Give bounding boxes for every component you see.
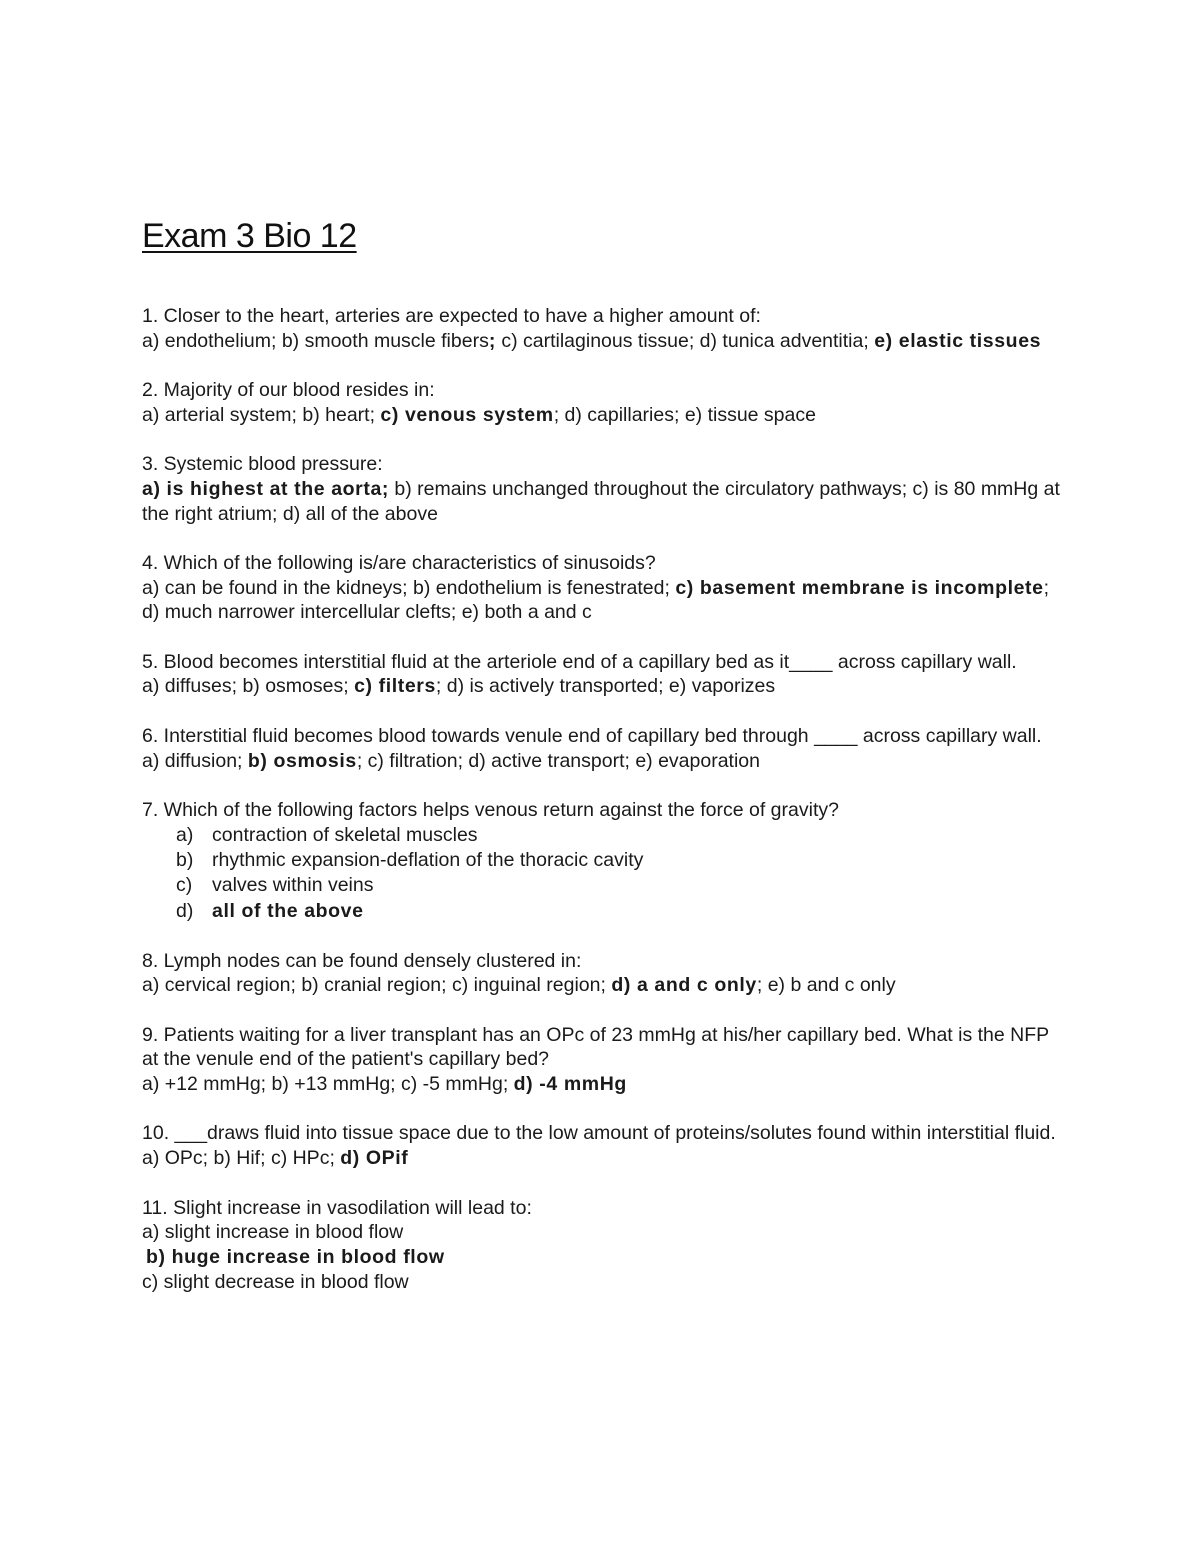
answer-options <box>142 403 1062 428</box>
question-stem: 7. Which of the following factors helps venous return against the force of gravity? <box>142 798 839 821</box>
answer-options <box>142 674 1062 699</box>
answer-text: ; d) much narrower intercellular clefts; e) both a and c <box>142 576 1050 624</box>
question-stem: 2. Majority of our blood resides in: <box>142 379 435 402</box>
question-item <box>142 724 1062 773</box>
question-item <box>142 1121 1062 1170</box>
answer-list <box>142 823 1062 924</box>
question-item <box>142 551 1062 625</box>
answer-correct: c) basement membrane is incomplete <box>675 576 1044 599</box>
answer-correct: all of the above <box>212 899 364 922</box>
answer-text: ; c) filtration; d) active transport; e) evaporation <box>356 749 760 772</box>
question-item <box>142 304 1062 353</box>
answer-text: c) cartilaginous tissue; d) tunica adventitia; <box>495 329 875 352</box>
question-stem: 11. Slight increase in vasodilation will lead to: <box>142 1196 532 1219</box>
answer-letter: b) <box>176 848 194 871</box>
answer-text: ; d) capillaries; e) tissue space <box>553 403 816 426</box>
question-list <box>142 304 1062 1294</box>
exam-page <box>142 212 1062 1319</box>
answer-options <box>142 1146 1062 1171</box>
exam-title: Exam 3 Bio 12 <box>142 217 357 255</box>
question-stem: 4. Which of the following is/are characteristics of sinusoids? <box>142 551 656 574</box>
answer-text: rhythmic expansion-deflation of the thoracic cavity <box>212 848 644 871</box>
answer-correct: b) huge increase in blood flow <box>146 1245 445 1268</box>
answer-correct: e) elastic tissues <box>874 329 1042 352</box>
answer-options <box>142 477 1062 526</box>
answer-list-item <box>142 899 1062 924</box>
answer-line <box>142 1245 1062 1270</box>
question-item <box>142 798 1062 924</box>
answer-line <box>142 1220 1062 1245</box>
answer-text: a) cervical region; b) cranial region; c) inguinal region; <box>142 974 612 997</box>
answer-text: a) can be found in the kidneys; b) endothelium is fenestrated; <box>142 576 676 599</box>
answer-line <box>142 1270 1062 1295</box>
answer-correct: d) a and c only <box>611 974 757 997</box>
question-stem: 5. Blood becomes interstitial fluid at the arteriole end of a capillary bed as it____ across capillary wall. <box>142 650 1017 673</box>
question-item <box>142 650 1062 699</box>
answer-text: a) +12 mmHg; b) +13 mmHg; c) -5 mmHg; <box>142 1073 514 1096</box>
question-item <box>142 452 1062 526</box>
answer-correct: a) is highest at the aorta; <box>142 477 389 500</box>
question-stem: 9. Patients waiting for a liver transplant has an OPc of 23 mmHg at his/her capillary bed. What is the NFP at the venule end of the patient's capillary bed? <box>142 1023 1049 1071</box>
answer-correct: d) -4 mmHg <box>513 1073 627 1096</box>
answer-correct: c) venous system <box>380 403 554 426</box>
answer-text: ; d) is actively transported; e) vaporizes <box>435 675 776 698</box>
answer-text: c) slight decrease in blood flow <box>142 1270 409 1293</box>
answer-text: a) diffusion; <box>142 749 248 772</box>
question-stem: 8. Lymph nodes can be found densely clustered in: <box>142 949 582 972</box>
answer-letter: d) <box>176 899 194 922</box>
question-stem: 1. Closer to the heart, arteries are expected to have a higher amount of: <box>142 305 761 327</box>
question-item <box>142 949 1062 998</box>
answer-correct: c) filters <box>354 675 436 698</box>
answer-correct: b) osmosis <box>247 749 357 772</box>
answer-list-item <box>142 848 1062 873</box>
answer-text: a) diffuses; b) osmoses; <box>142 675 355 698</box>
answer-options <box>142 1072 1062 1097</box>
answer-text: b) remains unchanged throughout the circulatory pathways; c) is 80 mmHg at the right atrium; d) all of the above <box>142 477 1060 525</box>
question-stem: 6. Interstitial fluid becomes blood towards venule end of capillary bed through ____ across capillary wall. <box>142 724 1042 747</box>
answer-list-item <box>142 823 1062 848</box>
answer-options <box>142 749 1062 774</box>
answer-text: a) OPc; b) Hif; c) HPc; <box>142 1147 341 1170</box>
answer-text: a) arterial system; b) heart; <box>142 403 381 426</box>
answer-text: valves within veins <box>212 874 374 897</box>
question-item <box>142 378 1062 427</box>
answer-text: a) slight increase in blood flow <box>142 1221 404 1244</box>
answer-options <box>142 973 1062 998</box>
answer-text: contraction of skeletal muscles <box>212 823 478 846</box>
question-stem: 3. Systemic blood pressure: <box>142 453 383 476</box>
answer-options <box>142 576 1062 625</box>
answer-correct: d) OPif <box>340 1147 409 1170</box>
answer-correct: ; <box>488 329 496 352</box>
answer-options <box>142 329 1062 354</box>
answer-letter: c) <box>176 874 193 897</box>
question-item <box>142 1023 1062 1097</box>
question-stem: 10. ___draws fluid into tissue space due to the low amount of proteins/solutes found within interstitial fluid. <box>142 1122 1056 1145</box>
answer-text: ; e) b and c only <box>756 974 896 997</box>
answer-list-item <box>142 873 1062 898</box>
answer-text: a) endothelium; b) smooth muscle fibers <box>142 329 489 352</box>
question-item <box>142 1196 1062 1295</box>
answer-letter: a) <box>176 823 194 846</box>
